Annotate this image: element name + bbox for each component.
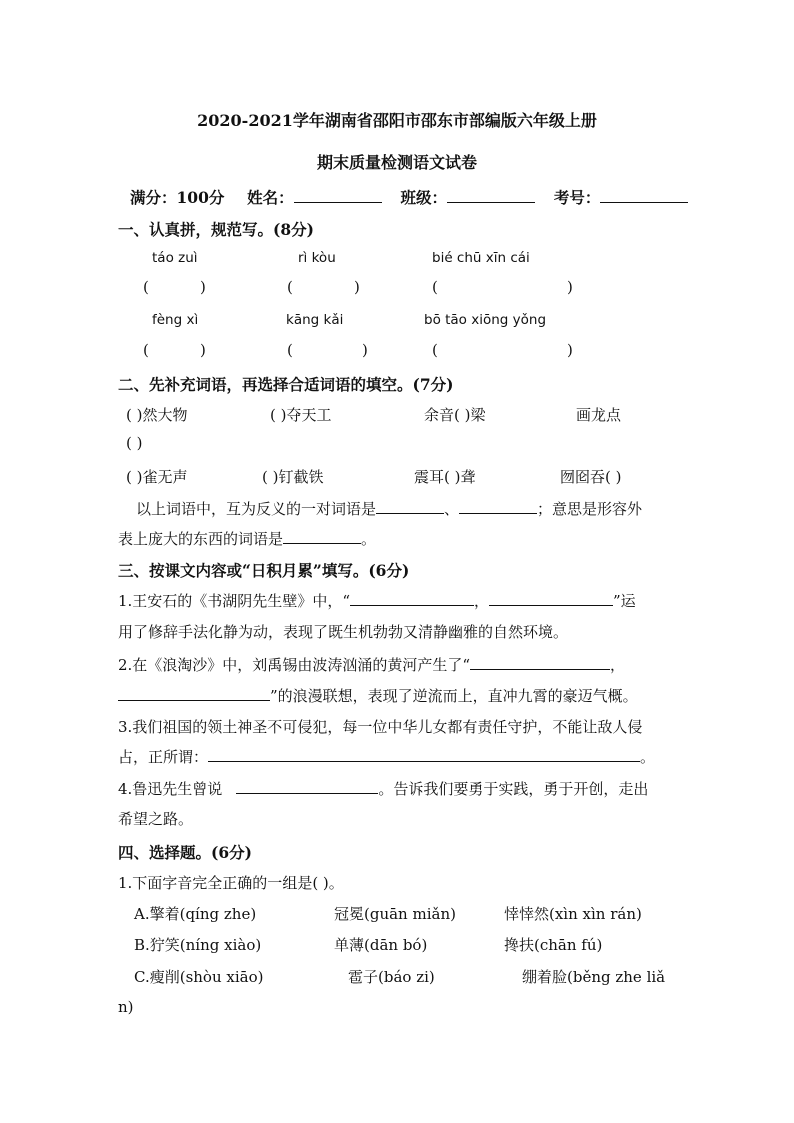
pinyin-4: fèng xì [152,312,199,328]
option-a-2: 冠冕(guān miǎn) [334,905,456,923]
option-b-3: 搀扶(chān fú) [504,936,603,954]
quote-blank[interactable] [236,779,378,794]
q4-1-stem: 1.下面字音完全正确的一组是( )。 [118,874,344,892]
answer-box-5-close: ) [362,341,368,359]
idiom-8: 囫囵吞( ) [560,468,622,486]
section2-heading: 二、先补充词语，再选择合适词语的填空。(7分) [118,375,454,394]
q3-1-line2: 用了修辞手法化静为动，表现了既生机勃勃又清静幽雅的自然环境。 [118,623,569,641]
q-end: 。 [361,530,377,548]
option-c-3-wrap: n) [118,998,134,1016]
exam-title-line2: 期末质量检测语文试卷 [316,153,477,172]
score-row [130,186,688,208]
class-field[interactable] [447,188,535,203]
name-label: 姓名： [247,188,294,207]
answer-box-5-open: ( [287,341,293,359]
idiom-5: ( )雀无声 [126,468,188,486]
q3-3-text: 占，正所谓： [118,748,209,766]
q3-4-line1 [118,778,648,799]
antonym-blank-1[interactable] [376,499,444,514]
q3-3-end: 。 [640,748,656,766]
option-a-3: 悻悻然(xìn xìn rán) [504,905,642,923]
section1-heading: 一、认真拼，规范写。(8分) [118,220,314,239]
q3-1-text: 1.王安石的《书湖阴先生壁》中，“ [118,592,350,610]
q3-2-text-2: ”的浪漫联想，表现了逆流而上，直冲九霄的豪迈气概。 [270,687,638,705]
poem-blank-4[interactable] [118,686,270,701]
answer-box-6-open: ( [432,341,438,359]
q3-1-line1 [118,590,636,611]
answer-box-3-open: ( [432,278,438,296]
idiom-4-blank: ( ) [126,434,143,452]
idiom-3: 余音( )梁 [424,406,486,424]
q3-2-text: 2.在《浪淘沙》中，刘禹锡由波涛汹涌的黄河产生了“ [118,656,470,674]
section4-heading: 四、选择题。(6分) [118,843,252,862]
section2-question-line1 [136,498,642,519]
poem-blank-2[interactable] [489,591,613,606]
exam-title-line1: 2020-2021学年湖南省邵阳市邵东市部编版六年级上册 [197,111,597,130]
q3-2-end: ， [609,656,625,674]
q3-3-line1: 3.我们祖国的领土神圣不可侵犯，每一位中华儿女都有责任守护，不能让敌人侵 [118,718,643,736]
pinyin-6: bō tāo xiōng yǒng [424,312,547,328]
class-label: 班级： [400,188,448,207]
idiom-1: ( )然大物 [126,406,188,424]
full-score-label: 满分：100分 [130,188,225,207]
idiom-4: 画龙点 [576,406,622,424]
poem-blank-5[interactable] [208,747,640,762]
antonym-blank-2[interactable] [459,499,537,514]
q-text-3: 表上庞大的东西的词语是 [118,530,284,548]
idiom-7: 震耳( )聋 [414,468,476,486]
section2-question-line2 [118,528,376,549]
poem-blank-3[interactable] [470,655,610,670]
option-c-2: 雹子(báo zi) [348,968,435,986]
q-sep: 、 [444,500,460,518]
idiom-6: ( )钉截铁 [262,468,324,486]
option-b-2: 单薄(dān bó) [334,936,428,954]
poem-blank-1[interactable] [350,591,474,606]
number-field[interactable] [600,188,688,203]
pinyin-1: táo zuì [152,250,198,266]
answer-box-1-open: ( [143,278,149,296]
pinyin-5: kāng kǎi [286,312,344,328]
q3-1-end: ”运 [613,592,636,610]
q-text-2: ；意思是形容外 [537,500,643,518]
answer-box-3-close: ) [567,278,573,296]
option-c-1: C.瘦削(shòu xiāo) [134,968,264,986]
pinyin-2: rì kòu [298,250,336,266]
meaning-blank[interactable] [283,529,361,544]
section3-heading: 三、按课文内容或“日积月累”填写。(6分) [118,561,410,580]
q3-2-line1 [118,654,625,675]
q3-3-line2 [118,746,655,767]
answer-box-4-open: ( [143,341,149,359]
answer-box-2-open: ( [287,278,293,296]
option-c-3: 绷着脸(běng zhe liǎ [522,968,666,986]
q3-2-line2 [118,685,638,706]
answer-box-1-close: ) [200,278,206,296]
answer-box-6-close: ) [567,341,573,359]
q3-4-text: 4.鲁迅先生曾说 [118,780,223,798]
option-b-1: B.狞笑(níng xiào) [134,936,262,954]
q3-4-line2: 希望之路。 [118,810,194,828]
answer-box-2-close: ) [354,278,360,296]
number-label: 考号： [553,188,601,207]
name-field[interactable] [294,188,382,203]
option-a-1: A.擎着(qíng zhe) [134,905,257,923]
answer-box-4-close: ) [200,341,206,359]
q3-4-text-2: 。告诉我们要勇于实践，勇于开创，走出 [378,780,649,798]
q3-1-sep: ， [473,592,489,610]
q-text: 以上词语中，互为反义的一对词语是 [136,500,377,518]
idiom-2: ( )夺天工 [270,406,332,424]
pinyin-3: bié chū xīn cái [432,250,530,266]
